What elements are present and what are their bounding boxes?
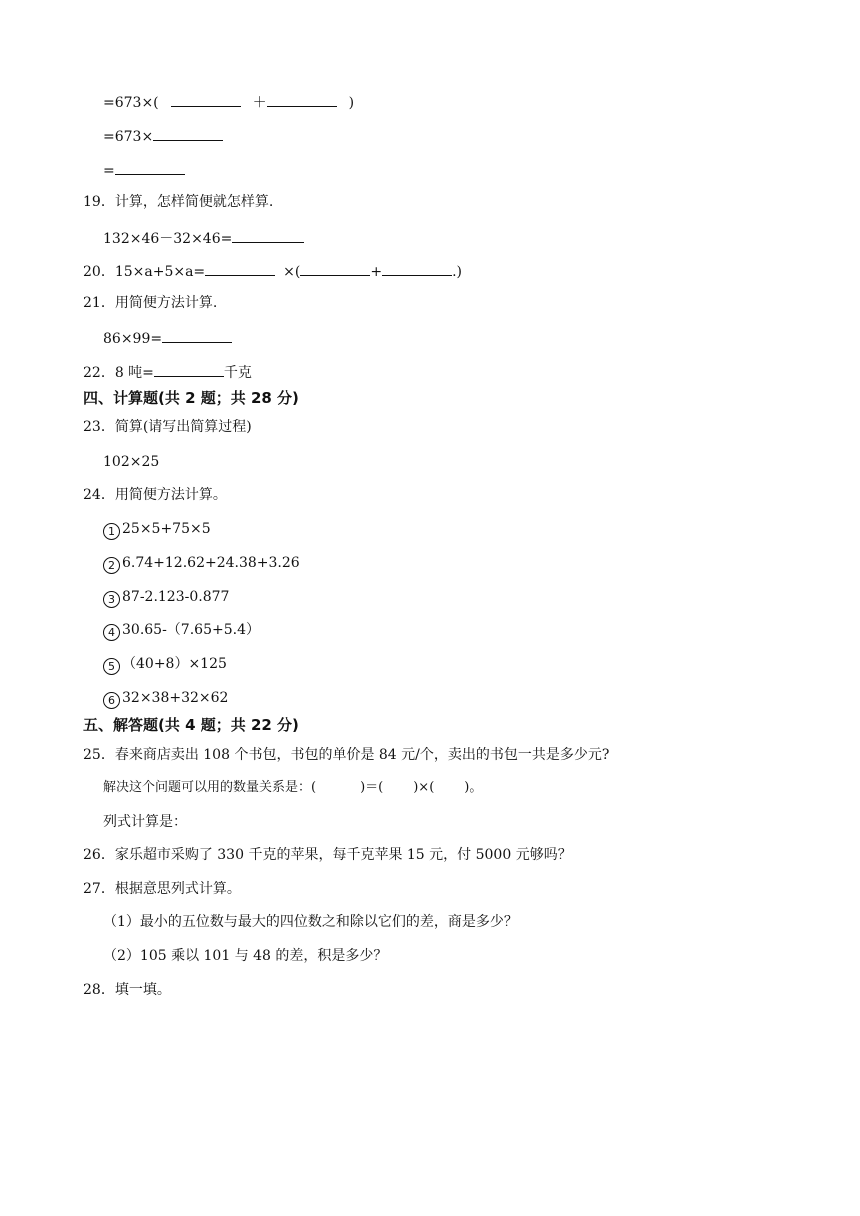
question-27 <box>83 880 241 898</box>
question-24 <box>83 486 227 504</box>
question-25-calc-label: 列式计算是： <box>103 814 187 830</box>
question-number: 22． <box>83 365 115 381</box>
circled-number: 2 <box>103 557 120 574</box>
expr-text: ×( <box>283 264 301 280</box>
question-28 <box>83 981 171 999</box>
answer-blank[interactable] <box>171 92 241 107</box>
circled-number: 1 <box>103 523 120 540</box>
expr-text: =673×( <box>103 95 159 111</box>
answer-blank[interactable] <box>162 328 232 343</box>
question-20 <box>83 261 462 281</box>
answer-blank[interactable] <box>232 228 304 243</box>
question-number: 24． <box>83 487 115 503</box>
question-27-part-1: （1）最小的五位数与最大的四位数之和除以它们的差，商是多少？ <box>103 914 518 930</box>
relation-text: 解决这个问题可以用的数量关系是：( <box>103 780 317 795</box>
relation-text: )＝( <box>360 780 384 795</box>
question-23-expression: 102×25 <box>103 454 160 470</box>
list-item <box>103 520 211 540</box>
question-number: 21． <box>83 295 115 311</box>
question-25-relation <box>103 779 482 797</box>
question-21 <box>83 294 217 312</box>
expr-text: = <box>103 163 115 179</box>
expr-text: 30.65-（7.65+5.4） <box>122 622 260 638</box>
relation-text: )。 <box>464 780 483 795</box>
expr-text: 132×46－32×46= <box>103 231 233 247</box>
question-21-expression <box>103 328 232 348</box>
expr-text: 6.74+12.62+24.38+3.26 <box>122 555 300 571</box>
expr-text: 32×38+32×62 <box>122 690 229 706</box>
question-19 <box>83 193 273 211</box>
continuation-line-3 <box>103 160 185 180</box>
question-text: 春来商店卖出 108 个书包，书包的单价是 84 元/个，卖出的书包一共是多少元? <box>114 747 610 763</box>
paren-close: ) <box>348 95 355 111</box>
circled-number: 4 <box>103 624 120 641</box>
plus-sign: + <box>370 264 383 280</box>
list-item <box>103 655 227 675</box>
question-text: 填一填。 <box>114 982 171 998</box>
answer-blank[interactable] <box>154 362 224 377</box>
continuation-line-1 <box>103 92 354 112</box>
list-item <box>103 588 229 608</box>
relation-text: )×( <box>413 780 435 795</box>
question-text: 用简便方法计算. <box>114 295 218 311</box>
question-text: 家乐超市采购了 330 千克的苹果，每千克苹果 15 元，付 5000 元够吗？ <box>114 847 572 863</box>
answer-blank[interactable] <box>300 261 370 276</box>
circled-number: 6 <box>103 692 120 709</box>
question-number: 27． <box>83 881 115 897</box>
expr-text: 87-2.123-0.877 <box>122 589 230 605</box>
expr-text: 8 吨= <box>114 365 154 381</box>
question-22 <box>83 362 252 382</box>
question-19-expression <box>103 228 304 248</box>
answer-blank[interactable] <box>153 126 223 141</box>
question-number: 20． <box>83 264 115 280</box>
question-text: 用简便方法计算。 <box>114 487 227 503</box>
question-text: 计算，怎样简便就怎样算. <box>114 194 274 210</box>
expr-text: .) <box>452 264 463 280</box>
continuation-line-2 <box>103 126 223 146</box>
question-number: 25． <box>83 747 115 763</box>
question-25 <box>83 746 609 764</box>
list-item <box>103 621 260 641</box>
plus-sign: ＋ <box>252 95 267 111</box>
answer-blank[interactable] <box>382 261 452 276</box>
question-number: 28． <box>83 982 115 998</box>
expr-text: 86×99= <box>103 331 163 347</box>
answer-blank[interactable] <box>267 92 337 107</box>
section-header-5: 五、解答题(共 4 题；共 22 分) <box>83 716 299 734</box>
question-number: 19． <box>83 194 115 210</box>
question-27-part-2: （2）105 乘以 101 与 48 的差，积是多少？ <box>103 948 388 964</box>
section-header-4: 四、计算题(共 2 题；共 28 分) <box>83 389 299 407</box>
question-text: 根据意思列式计算。 <box>114 881 241 897</box>
question-text: 简算(请写出简算过程) <box>114 419 252 435</box>
list-item <box>103 689 228 709</box>
question-26 <box>83 846 572 864</box>
list-item <box>103 554 300 574</box>
expr-text: =673× <box>103 129 154 145</box>
question-23 <box>83 418 252 436</box>
circled-number: 5 <box>103 658 120 675</box>
question-number: 23． <box>83 419 115 435</box>
expr-text: 25×5+75×5 <box>122 521 211 537</box>
unit-text: 千克 <box>223 365 252 381</box>
expr-text: 15×a+5×a= <box>114 264 206 280</box>
question-number: 26． <box>83 847 115 863</box>
answer-blank[interactable] <box>115 160 185 175</box>
answer-blank[interactable] <box>205 261 275 276</box>
expr-text: （40+8）×125 <box>122 656 227 672</box>
circled-number: 3 <box>103 591 120 608</box>
